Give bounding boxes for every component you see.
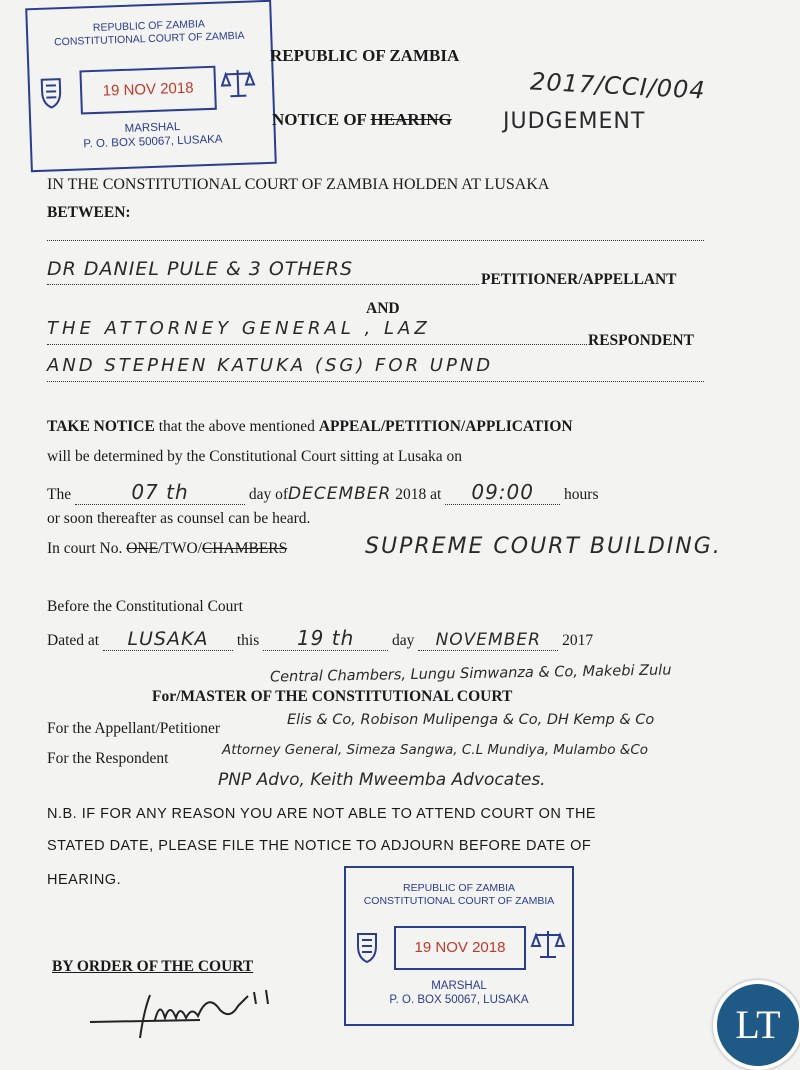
- lusaka-times-logo: LT: [713, 980, 800, 1070]
- and-label: AND: [366, 300, 400, 317]
- dated-year: 2017: [562, 632, 594, 649]
- scales-of-justice-icon: [219, 66, 256, 104]
- court-location-handwritten: SUPREME COURT BUILDING.: [365, 534, 722, 559]
- coat-of-arms-icon: [354, 930, 380, 969]
- court-one: ONE: [126, 540, 159, 557]
- dated-month: NOVEMBER: [418, 630, 558, 651]
- day-of-label: day of: [248, 486, 289, 503]
- signature: [80, 980, 310, 1045]
- dated-at-label: Dated at: [47, 632, 100, 649]
- dated-day: 19 th: [263, 626, 388, 651]
- counsel-handwritten-1: Central Chambers, Lungu Simwanza & Co, Makebi Zulu: [269, 662, 672, 686]
- take-notice-line-3: [47, 480, 599, 505]
- appellant-label: For the Appellant/Petitioner: [47, 720, 221, 737]
- stamp-line-4: P. O. BOX 50067, LUSAKA: [83, 133, 223, 151]
- case-number: 2017/CCI/004: [529, 67, 707, 105]
- court-line: IN THE CONSTITUTIONAL COURT OF ZAMBIA HOLDEN AT LUSAKA: [47, 176, 550, 193]
- hearing-year: 2018: [395, 486, 427, 503]
- notice-handwritten: JUDGEMENT: [503, 109, 646, 134]
- stamp-line-2: CONSTITUTIONAL COURT OF ZAMBIA: [53, 29, 245, 49]
- respondent-counsel-label: For the Respondent: [47, 750, 169, 767]
- between-label: BETWEEN:: [47, 204, 131, 221]
- stamp-line-1: REPUBLIC OF ZAMBIA: [92, 18, 206, 34]
- take-notice-line-1: [47, 418, 573, 436]
- appellant-counsel: Elis & Co, Robison Mulipenga & Co, DH Kemp & Co: [287, 712, 655, 728]
- take-notice-bold: TAKE NOTICE: [47, 418, 155, 435]
- dated-line: [47, 626, 593, 651]
- order-line: BY ORDER OF THE COURT: [52, 958, 254, 975]
- court-stamp-top: [25, 0, 277, 172]
- court-stamp-bottom: [344, 866, 574, 1026]
- petitioner-role: PETITIONER/APPELLANT: [481, 271, 677, 288]
- stamp-bottom-line-2: CONSTITUTIONAL COURT OF ZAMBIA: [363, 895, 555, 907]
- take-notice-line-2: will be determined by the Constitutional Court sitting at Lusaka on: [47, 448, 462, 465]
- country-heading: REPUBLIC OF ZAMBIA: [270, 46, 460, 65]
- stamp-bottom-line-3: MARSHAL: [431, 980, 487, 992]
- nb-line-3: HEARING.: [47, 872, 122, 888]
- stamp-bottom-date: 19 NOV 2018: [394, 926, 526, 970]
- before-line: Before the Constitutional Court: [47, 598, 243, 615]
- day-label: day: [391, 632, 415, 649]
- stamp-date: 19 NOV 2018: [79, 66, 216, 115]
- court-number-line: [47, 540, 287, 558]
- respondent-counsel-2: PNP Advo, Keith Mweemba Advocates.: [218, 770, 546, 790]
- at-label: at: [430, 486, 442, 503]
- take-notice-types: APPEAL/PETITION/APPLICATION: [318, 418, 573, 435]
- stamp-bottom-line-4: P. O. BOX 50067, LUSAKA: [389, 994, 529, 1006]
- nb-line-1: N.B. IF FOR ANY REASON YOU ARE NOT ABLE TO ATTEND COURT ON THE: [47, 806, 597, 822]
- hearing-month: DECEMBER: [288, 484, 392, 504]
- dated-place: LUSAKA: [103, 628, 233, 651]
- dotted-line: [47, 240, 704, 241]
- take-notice-line-4: or soon thereafter as counsel can be heard.: [47, 510, 311, 527]
- coat-of-arms-icon: [38, 75, 65, 115]
- petitioner-name: DR DANIEL PULE & 3 OTHERS: [47, 258, 479, 285]
- notice-title: [272, 110, 452, 130]
- stamp-bottom-line-1: REPUBLIC OF ZAMBIA: [402, 882, 516, 894]
- respondent-name-2: AND STEPHEN KATUKA (SG) FOR UPND: [47, 355, 704, 382]
- hearing-time: 09:00: [445, 480, 560, 505]
- take-notice-text: that the above mentioned: [154, 418, 319, 435]
- master-line: For/MASTER OF THE CONSTITUTIONAL COURT: [152, 688, 513, 705]
- court-prefix: In court No.: [47, 540, 123, 557]
- court-two: /TWO/: [158, 540, 202, 557]
- notice-struck: HEARING: [370, 110, 452, 129]
- nb-line-2: STATED DATE, PLEASE FILE THE NOTICE TO ADJOURN BEFORE DATE OF: [47, 838, 592, 854]
- this-label: this: [236, 632, 260, 649]
- court-chambers: CHAMBERS: [201, 540, 288, 557]
- respondent-counsel: Attorney General, Simeza Sangwa, C.L Mundiya, Mulambo &Co: [222, 742, 649, 758]
- notice-prefix: NOTICE OF: [272, 110, 367, 129]
- hearing-day: 07 th: [75, 480, 245, 505]
- scales-of-justice-icon: [530, 928, 566, 965]
- the-label: The: [47, 486, 72, 503]
- stamp-line-3: MARSHAL: [124, 121, 181, 135]
- respondent-name-1: THE ATTORNEY GENERAL , LAZ: [47, 318, 587, 345]
- respondent-role: RESPONDENT: [588, 332, 694, 349]
- hours-label: hours: [564, 486, 599, 503]
